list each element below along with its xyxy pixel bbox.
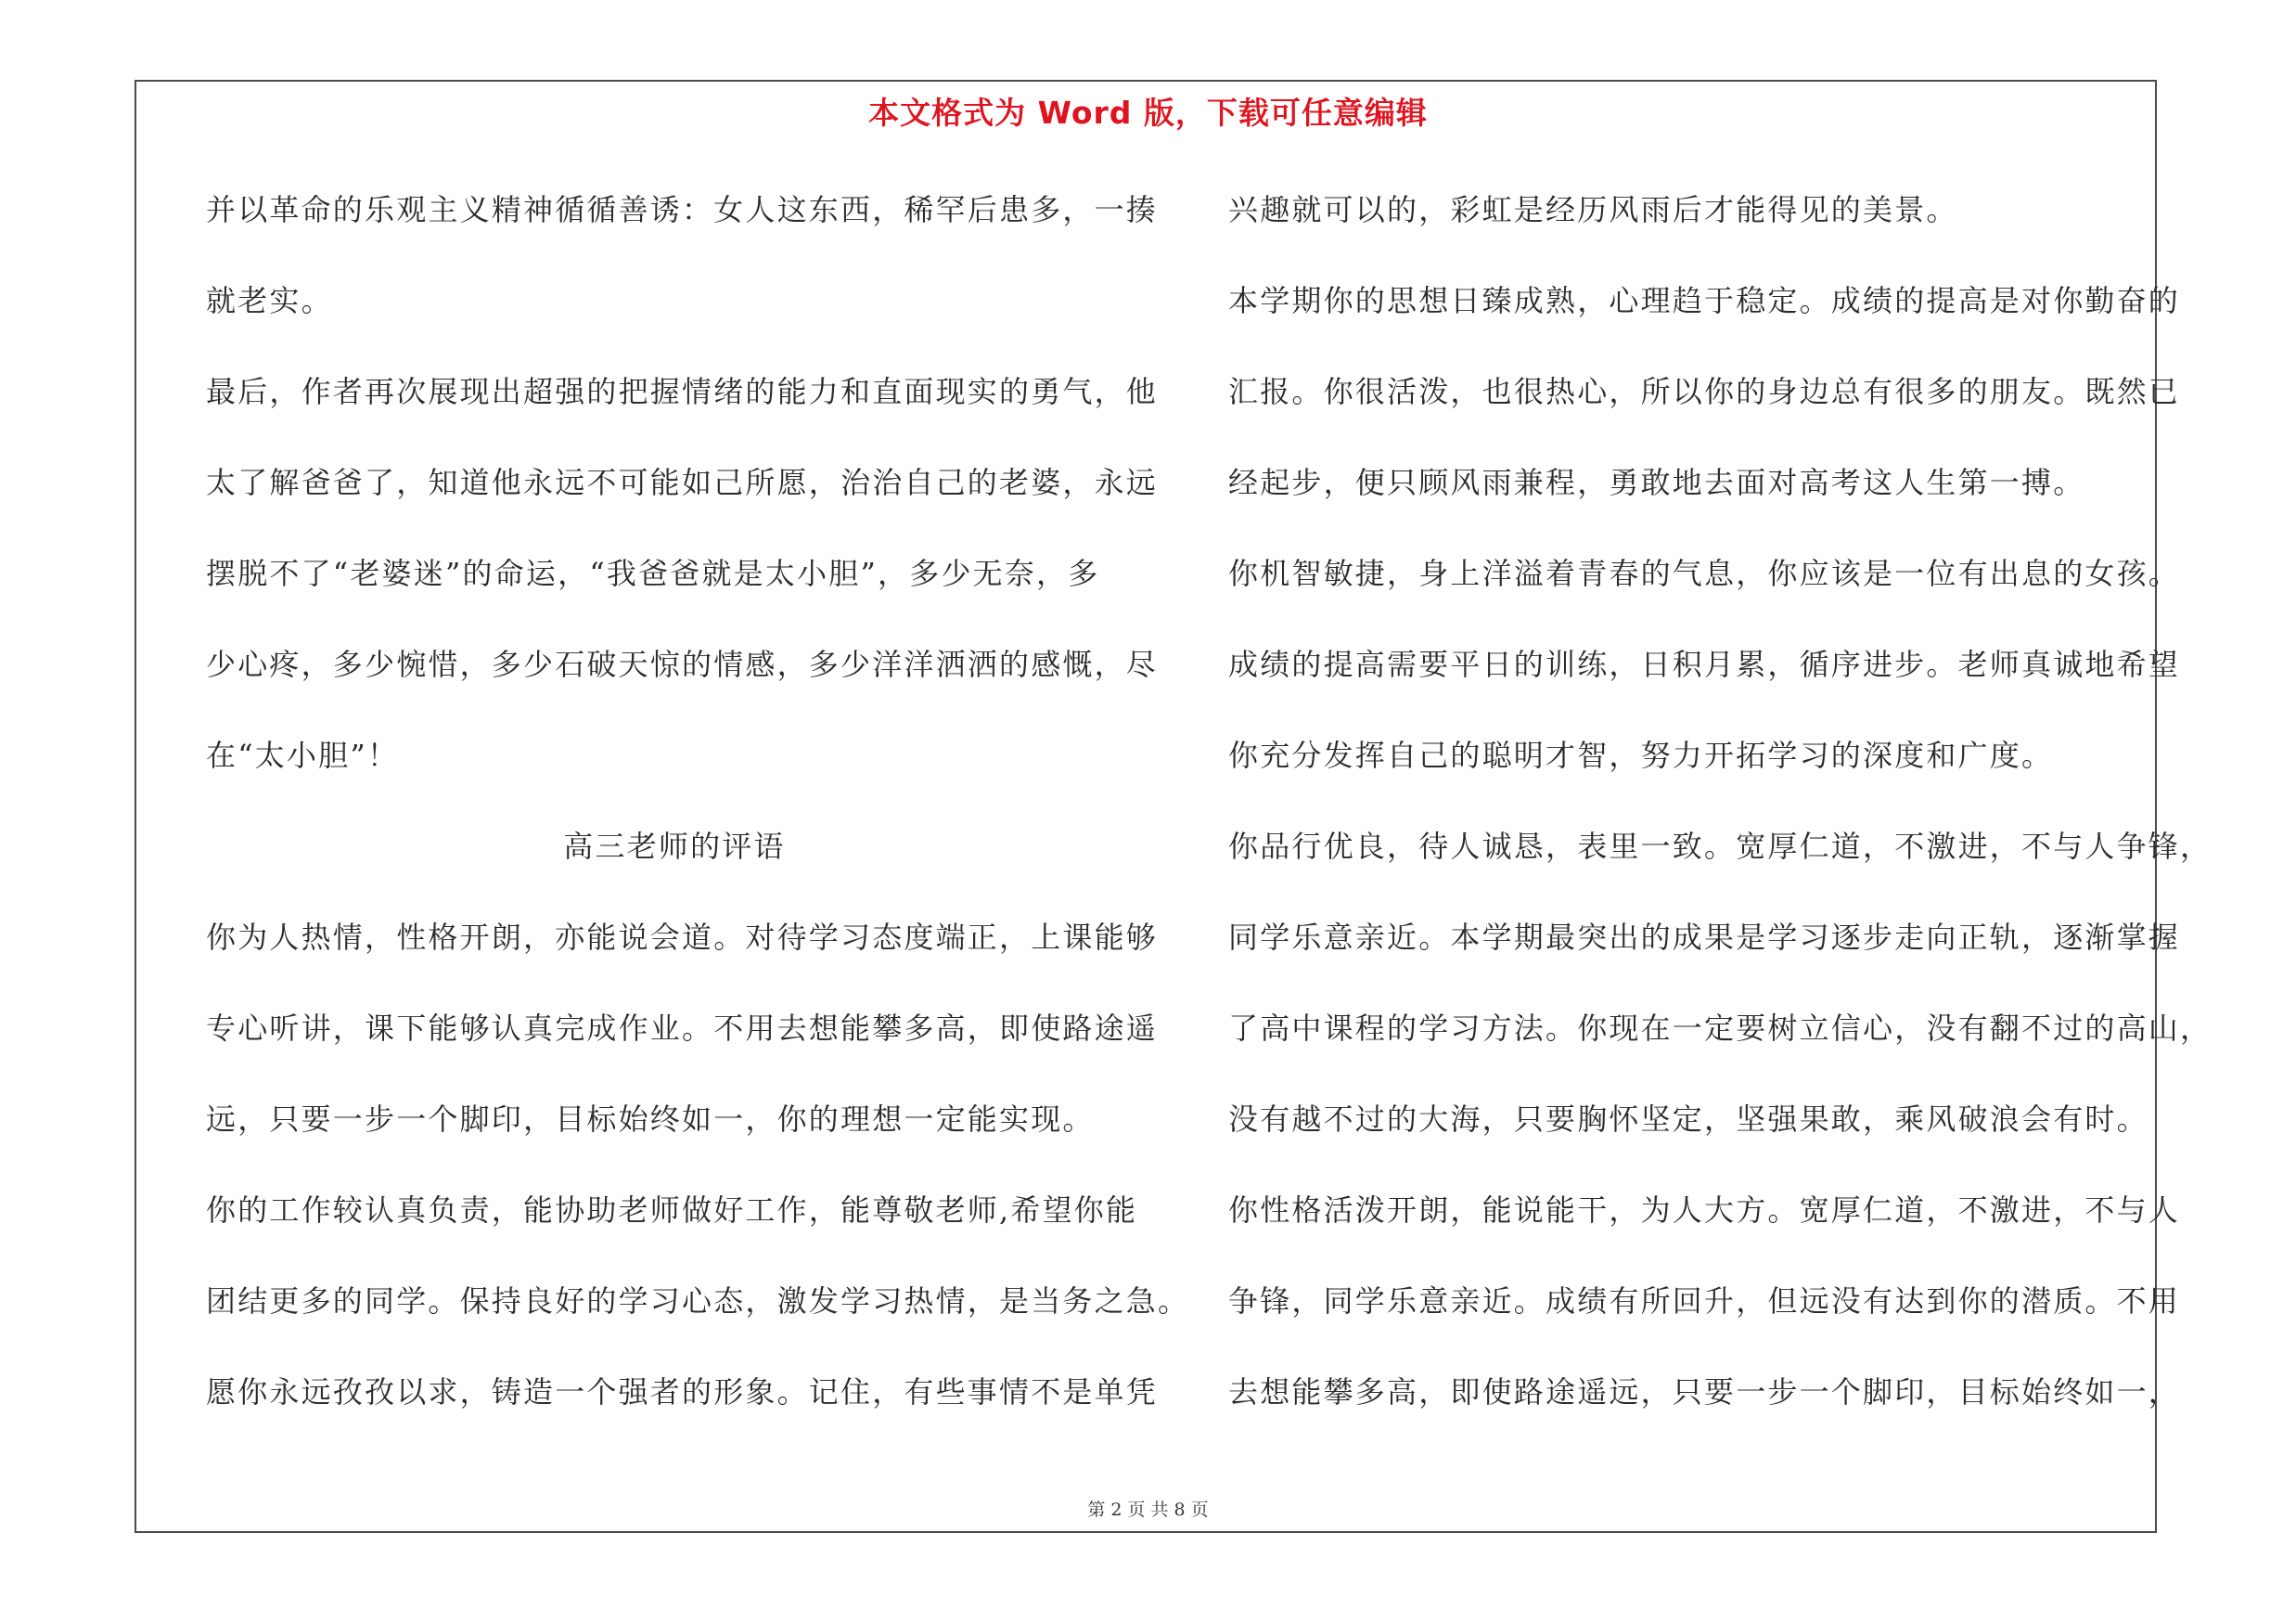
text-line: 去想能攀多高，即使路途遥远，只要一步一个脚印，目标始终如一， [1228,1374,2181,1410]
text-line: 本学期你的思想日臻成熟，心理趋于稳定。成绩的提高是对你勤奋的 [1228,283,2181,318]
text-line: 就老实。 [206,283,333,318]
text-line: 远，只要一步一个脚印，目标始终如一，你的理想一定能实现。 [206,1101,1095,1137]
text-line: 最后，作者再次展现出超强的把握情绪的能力和直面现实的勇气，他 [206,374,1159,409]
text-line: 团结更多的同学。保持良好的学习心态，激发学习热情，是当务之急。 [206,1283,1190,1319]
footer-prefix: 第 [1087,1500,1106,1520]
text-line: 你为人热情，性格开朗，亦能说会道。对待学习态度端正，上课能够 [206,920,1159,955]
text-line: 专心听讲，课下能够认真完成作业。不用去想能攀多高，即使路途遥 [206,1011,1159,1046]
text-line: 少心疼，多少惋惜，多少石破天惊的情感，多少洋洋洒洒的感慨，尽 [206,647,1159,682]
text-line: 你性格活泼开朗，能说能干，为人大方。宽厚仁道，不激进，不与人 [1228,1192,2181,1228]
text-line: 了高中课程的学习方法。你现在一定要树立信心，没有翻不过的高山， [1228,1011,2213,1046]
page-number: 2 [1110,1500,1122,1520]
text-line: 兴趣就可以的，彩虹是经历风雨后才能得见的美景。 [1228,192,1958,227]
text-line: 汇报。你很活泼，也很热心，所以你的身边总有很多的朋友。既然已 [1228,374,2181,409]
text-line: 你的工作较认真负责，能协助老师做好工作，能尊敬老师,希望你能 [206,1192,1138,1228]
left-column [206,182,1190,1455]
text-line: 并以革命的乐观主义精神循循善诱：女人这东西，稀罕后患多，一揍 [206,192,1159,227]
text-line: 愿你永远孜孜以求，铸造一个强者的形象。记住，有些事情不是单凭 [206,1374,1159,1410]
text-line: 你品行优良，待人诚恳，表里一致。宽厚仁道，不激进，不与人争锋， [1228,829,2213,864]
text-line: 经起步，便只顾风雨兼程，勇敢地去面对高考这人生第一搏。 [1228,465,2085,500]
right-column [1228,182,2213,1455]
text-line: 成绩的提高需要平日的训练，日积月累，循序进步。老师真诚地希望 [1228,647,2181,682]
footer-suffix: 页 [1190,1500,1209,1520]
text-line: 你机智敏捷，身上洋溢着青春的气息，你应该是一位有出息的女孩。 [1228,556,2181,591]
text-line: 在“太小胆”！ [206,738,400,773]
format-banner: 本文格式为 Word 版，下载可任意编辑 [868,95,1428,131]
text-line: 同学乐意亲近。本学期最突出的成果是学习逐步走向正轨，逐渐掌握 [1228,920,2181,955]
footer-middle: 页 共 [1127,1500,1169,1520]
text-line: 太了解爸爸了，知道他永远不可能如己所愿，治治自己的老婆，永远 [206,465,1159,500]
section-heading: 高三老师的评语 [563,829,786,864]
total-pages: 8 [1174,1500,1186,1520]
page-footer [0,1496,2296,1521]
text-line: 摆脱不了“老婆迷”的命运，“我爸爸就是太小胆”，多少无奈，多 [206,556,1100,591]
text-line: 你充分发挥自己的聪明才智，努力开拓学习的深度和广度。 [1228,738,2054,773]
text-line: 没有越不过的大海，只要胸怀坚定，坚强果敢，乘风破浪会有时。 [1228,1101,2148,1137]
text-line: 争锋，同学乐意亲近。成绩有所回升，但远没有达到你的潜质。不用 [1228,1283,2181,1319]
